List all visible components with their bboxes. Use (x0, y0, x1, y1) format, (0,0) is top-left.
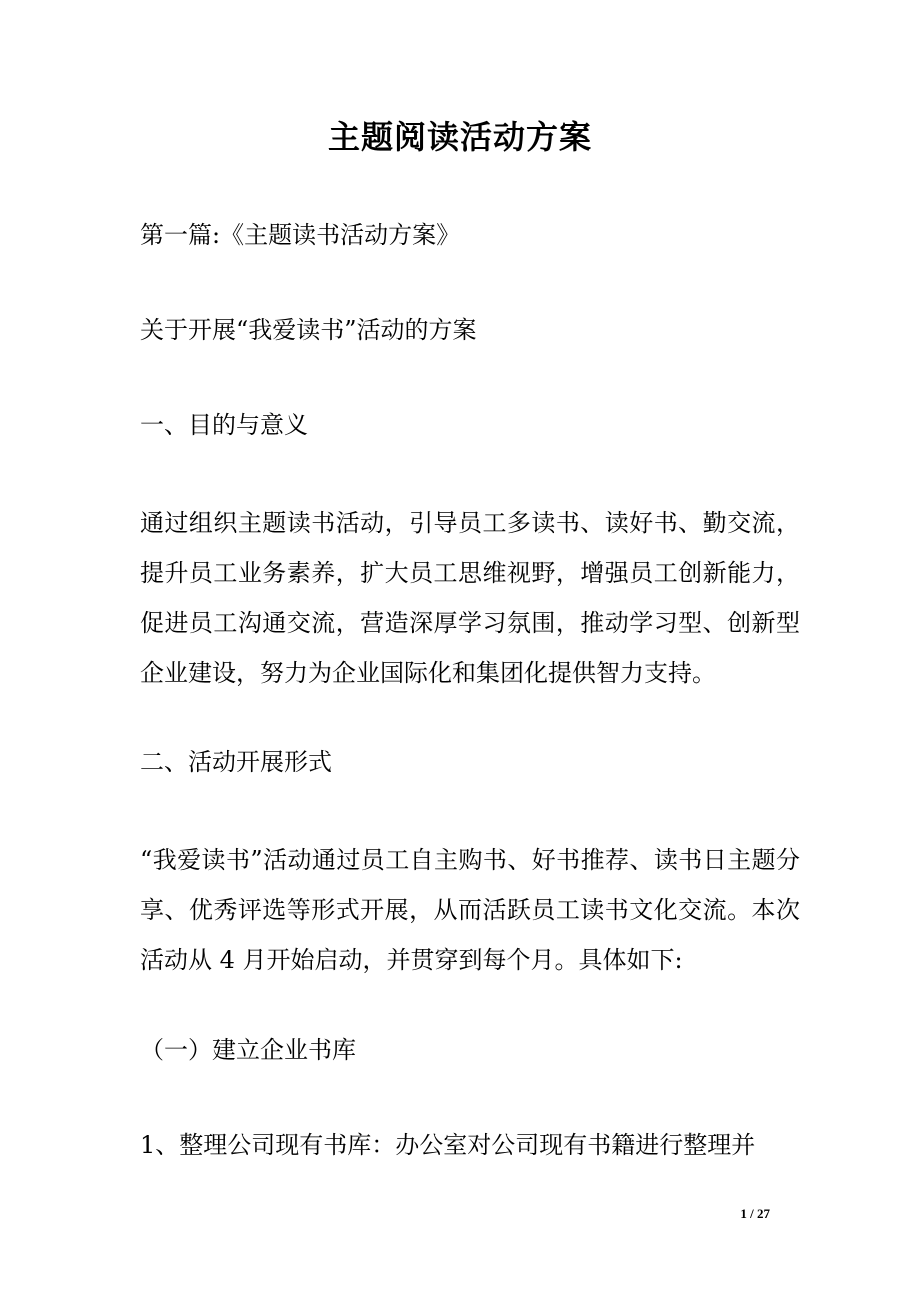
section2-paragraph: “我爱读书”活动通过员工自主购书、好书推荐、读书日主题分享、优秀评选等形式开展，从而活跃员工读书文化交流。本次活动从 4 月开始启动，并贯穿到每个月。具体如下: (140, 846, 800, 974)
subsection1-heading: （一）建立企业书库 (140, 1036, 356, 1064)
chapter-heading: 第一篇:《主题读书活动方案》 (140, 221, 461, 249)
section1-heading: 一、目的与意义 (140, 411, 308, 439)
item1-text: 1、整理公司现有书库：办公室对公司现有书籍进行整理并 (140, 1131, 756, 1159)
page-indicator: 1 / 27 (740, 1206, 770, 1221)
subtitle: 关于开展“我爱读书”活动的方案 (140, 316, 477, 344)
section1-paragraph: 通过组织主题读书活动，引导员工多读书、读好书、勤交流，提升员工业务素养，扩大员工思维视野，增强员工创新能力，促进员工沟通交流，营造深厚学习氛围，推动学习型、创新型企业建设，努力为企业国际化和集团化提供智力支持。 (140, 509, 800, 687)
section2-heading: 二、活动开展形式 (140, 748, 332, 776)
document-title: 主题阅读活动方案 (327, 118, 592, 156)
